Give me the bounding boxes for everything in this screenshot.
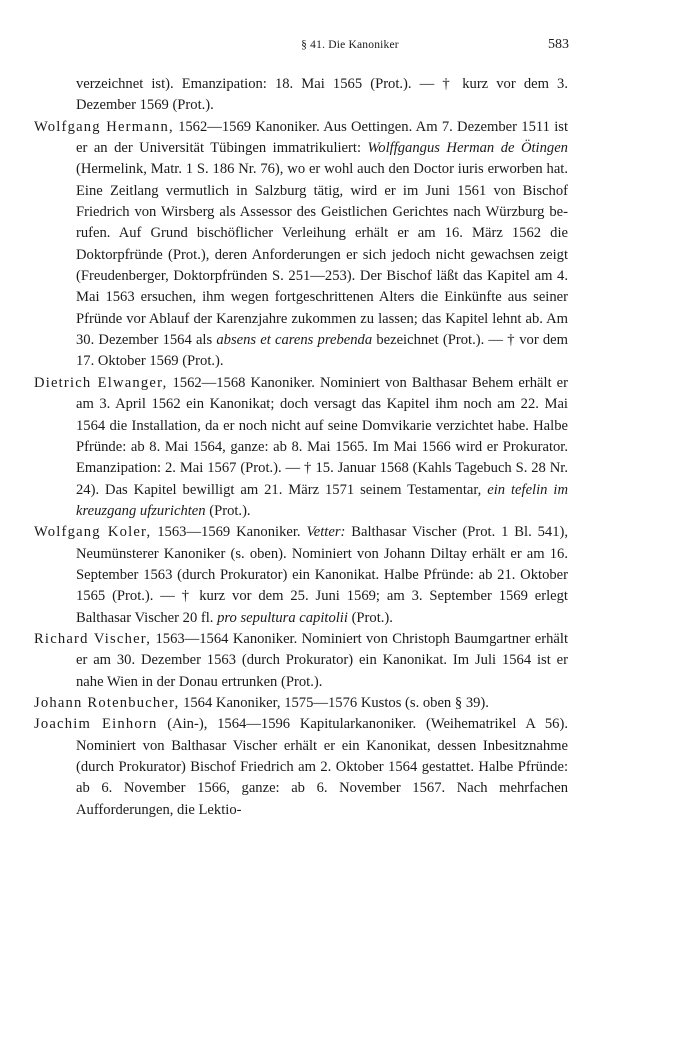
running-head: [0, 37, 700, 57]
body-text: [34, 74, 568, 821]
entry-person-name: Joachim Einhorn: [34, 716, 158, 733]
page-number: 583: [548, 37, 569, 52]
entry-dietrich-elwanger: [34, 373, 568, 522]
entry-person-name: Wolfgang Koler,: [34, 524, 152, 541]
entry-richard-vischer: [34, 629, 568, 693]
running-head-title: § 41. Die Kanoniker: [301, 39, 399, 51]
entry-wolfgang-hermann: [34, 117, 568, 373]
entry-person-name: Dietrich Elwanger,: [34, 374, 168, 391]
entry-quote: Wolffgangus Herman de Ötingen: [367, 140, 568, 157]
entry-text: (Prot.).: [347, 609, 393, 626]
entry-person-name: Johann Rotenbucher,: [34, 694, 180, 711]
entry-text: 1564 Kanoniker, 1575—1576 Kustos (s. oben § 39).: [179, 694, 489, 711]
entry-continuation: [34, 74, 568, 117]
entry-text: 1562—1568 Kanoniker. Nominiert von Balthasar Behem erhält er am 3. April 1562 ein Kanonikat; doch versagt das Kapitel ihm noch am 22. Mai 1564 die Installation, da er noch nicht auf seine Domvikarie verzichtet habe. Halbe Pfründe: ab 8. Mai 1564, ganze: ab 8. Mai 1565. Im Mai 1566 wird er Prokurator. Emanzipation: 2. Mai 1567 (Prot.). — † 15. Januar 1568 (Kahls Tagebuch S. 28 Nr. 24). Das Kapitel bewilligt am 21. März 1571 seinem Testamentar,: [76, 374, 568, 498]
entry-person-name: Richard Vischer,: [34, 630, 152, 647]
entry-text: 1562—1569 Kanoniker. Aus Oettingen. Am 7. Dezember 1511 ist er an der Universität Tübingen immatrikuliert:: [76, 118, 568, 157]
entry-text: (Ain-), 1564—1596 Kapitularkanoniker. (Weihematrikel A 56). Nominiert von Balthasar Vischer erhält er ein Kanonikat, dessen Inbesitznahme (durch Prokurator) Bischof Friedrich am 2. Oktober 1564 gestattet. Halbe Pfründe: ab 6. November 1566, ganze: ab 6. November 1567. Nach mehrfachen Aufforderungen, die Lektio-: [76, 716, 568, 818]
entry-person-name: Wolfgang Hermann,: [34, 118, 174, 135]
entry-wolfgang-koler: [34, 522, 568, 629]
entry-text: 1563—1564 Kanoniker. Nominiert von Christoph Baumgartner erhält er am 30. Dezember 1563 (durch Prokurator) ein Kanonikat. Im Juli 1564 ist er nahe Wien in der Donau ertrunken (Prot.).: [76, 630, 569, 690]
entry-text: 1563—1569 Kanoniker.: [151, 524, 307, 541]
entry-text: verzeichnet ist). Emanzipation: 18. Mai 1565 (Prot.). — † kurz vor dem 3. Dezember 1569 (Prot.).: [76, 76, 568, 114]
entry-text: (Prot.).: [205, 502, 251, 519]
entry-quote: pro sepultura capitolii: [217, 609, 348, 626]
entry-joachim-einhorn: [34, 714, 568, 821]
entry-quote: absens et carens prebenda: [216, 332, 373, 349]
entry-text: bezeichnet (Prot.). — † vor dem 17. Oktober 1569 (Prot.).: [76, 332, 568, 370]
entry-johann-rotenbucher: [34, 693, 568, 714]
entry-text: (Hermelink, Matr. 1 S. 186 Nr. 76), wo er wohl auch den Doctor iuris erworben hat. Eine Zeitlang vermutlich in Salzburg tätig, wird er im Juni 1561 von Bischof Friedrich von Wirsberg als Assessor des Geistlichen Gerichtes nach Würzburg berufen. Auf Grund bischöflicher Verleihung erhält er am 16. März 1562 die Doktorpfründe (Prot.), deren Anforderungen er sich jedoch nicht gewachsen zeigt (Freudenberger, Doktorpfründen S. 251—253). Der Bischof läßt das Kapitel am 4. Mai 1563 ersuchen, ihm wegen fortgeschrittenen Alters die Einkünfte aus seiner Pfründe vor Ablauf der Karenzjahre zukommen zu lassen; das Kapitel lehnt ab. Am 30. Dezember 1564 als: [76, 161, 568, 349]
entry-quote: Vetter:: [306, 524, 346, 541]
entry-quote: ein tefelin im kreuzgang ufzurichten: [76, 481, 568, 519]
entry-text: Balthasar Vischer (Prot. 1 Bl. 541), Neumünsterer Kanoniker (s. oben). Nominiert von Johann Diltay erhält er am 16. September 1563 (durch Prokurator) ein Kanonikat. Halbe Pfründe: ab 21. Oktober 1565 (Prot.). — † kurz vor dem 25. Juni 1569; am 3. September 1569 erlegt Balthasar Vischer 20 fl.: [76, 524, 569, 626]
